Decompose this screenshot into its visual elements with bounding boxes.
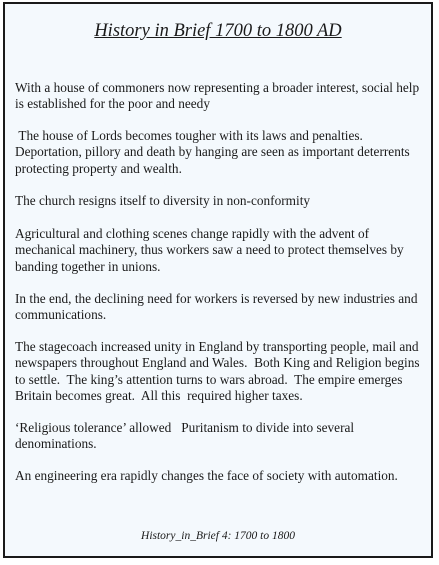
document-page [3, 2, 433, 558]
paragraph-church: The church resigns itself to diversity in non-conformity [15, 193, 311, 208]
paragraph-social-help: With a house of commoners now representing a broader interest, social help is established for the poor and needy [15, 80, 420, 112]
paragraph-house-of-lords: The house of Lords becomes tougher with its laws and penalties. Deportation, pillory and death by hanging are seen as important deterrents protecting property and wealth. [15, 128, 414, 176]
document-title: History in Brief 1700 to 1800 AD [94, 21, 342, 41]
paragraph-religious-tolerance: ‘Religious tolerance’ allowed Puritanism to divide into several denominations. [15, 420, 358, 452]
page-footer: History_in_Brief 4: 1700 to 1800 [141, 530, 295, 542]
paragraph-agriculture: Agricultural and clothing scenes change rapidly with the advent of mechanical machinery, thus workers saw a need to protect themselves by banding together in unions. [15, 226, 404, 274]
paragraph-engineering: An engineering era rapidly changes the face of society with automation. [15, 468, 398, 483]
paragraph-industries: In the end, the declining need for workers is reversed by new industries and communications. [15, 291, 418, 323]
paragraph-stagecoach: The stagecoach increased unity in England by transporting people, mail and newspapers throughout England and Wales. Both King and Religion begins to settle. The king’s attention turns to wars abroad. The empire emerges Britain becomes great. All this required higher taxes. [15, 339, 423, 403]
